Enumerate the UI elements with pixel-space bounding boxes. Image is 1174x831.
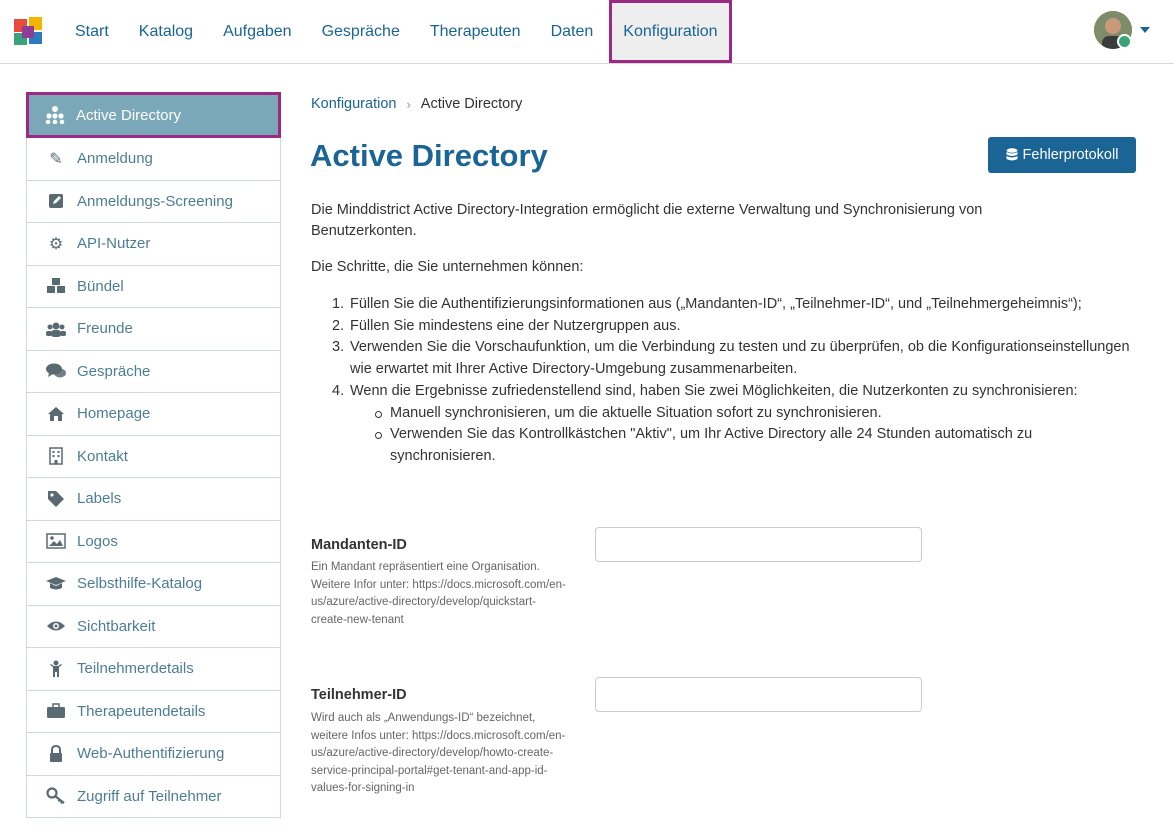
breadcrumb-current: Active Directory [420, 96, 523, 112]
sidebar-item-label: Zugriff auf Teilnehmer [77, 787, 222, 805]
sidebar-item-sichtbarkeit[interactable] [26, 606, 281, 649]
sidebar-item-selbsthilfe-katalog[interactable] [26, 563, 281, 606]
list-item: 1. Füllen Sie die Authentifizierungsinformationen aus („Mandanten-ID“, „Teilnehmer-ID“, und „Teilnehmergeheimnis“); [332, 296, 1082, 312]
sidebar-item-label: Anmeldung [77, 150, 153, 168]
edit-square-icon [45, 192, 67, 210]
page-title: Active Directory [310, 138, 548, 173]
main-nav [60, 0, 732, 63]
home-icon [45, 405, 67, 423]
sidebar-item-label: Selbsthilfe-Katalog [77, 575, 203, 593]
sidebar-item-label: Kontakt [77, 447, 128, 465]
nav-aufgaben[interactable]: Aufgaben [223, 23, 292, 40]
sidebar-item-label: Gespräche [77, 362, 151, 380]
list-item: Verwenden Sie das Kontrollkästchen "Aktiv", um Ihr Active Directory alle 24 Stunden automatisch zu synchronisieren. [390, 424, 1130, 467]
database-icon [1006, 148, 1018, 162]
sidebar-item-label: Web-Authentifizierung [77, 745, 225, 763]
client-id-label: Teilnehmer-ID [311, 687, 407, 703]
config-sidebar [26, 92, 281, 818]
list-item: Manuell synchronisieren, um die aktuelle Situation sofort zu synchronisieren. [390, 403, 1130, 425]
key-icon [45, 787, 67, 805]
comments-icon [45, 362, 67, 380]
graduation-cap-icon [45, 575, 67, 593]
sidebar-item-gespraeche[interactable] [26, 351, 281, 394]
breadcrumb-link-konfiguration[interactable]: Konfiguration [311, 96, 397, 112]
tag-icon [45, 490, 67, 508]
list-item: 2. Füllen Sie mindestens eine der Nutzergruppen aus. [332, 317, 681, 334]
sidebar-item-active-directory[interactable] [26, 92, 281, 138]
top-navbar [0, 0, 1174, 64]
sidebar-item-label: Logos [77, 532, 118, 550]
client-id-input[interactable] [595, 677, 922, 712]
sidebar-item-labels[interactable] [26, 478, 281, 521]
sidebar-item-label: Freunde [77, 320, 133, 338]
tenant-id-label: Mandanten-ID [311, 537, 407, 553]
eye-badge-icon [1117, 34, 1132, 49]
breadcrumb-separator-icon: › [406, 96, 411, 112]
pencil-icon: ✎ [49, 150, 63, 168]
nav-daten[interactable]: Daten [550, 23, 594, 40]
sidebar-item-label: Active Directory [76, 106, 182, 124]
chevron-down-icon[interactable] [1140, 27, 1150, 33]
sidebar-item-anmeldungs-screening[interactable] [26, 181, 281, 224]
users-icon [45, 320, 67, 338]
sidebar-item-therapeutendetails[interactable] [26, 691, 281, 734]
client-id-help: Wird auch als „Anwendungs-ID“ bezeichnet, weitere Infos unter: https://docs.microsoft.com/en-us/azure/active-directory/develop/howto-create-service-principal-portal#get-tenant-and-app-id-values-for-signing-in [311, 712, 566, 794]
sidebar-item-teilnehmerdetails[interactable] [26, 648, 281, 691]
error-log-button[interactable] [988, 137, 1136, 173]
briefcase-icon [45, 702, 67, 720]
cogs-icon: ⚙ [48, 235, 64, 253]
list-item: 4. Wenn die Ergebnisse zufriedenstellend sind, haben Sie zwei Möglichkeiten, die Nutzerkonten zu synchronisieren: Manuell synchronisieren, um die aktuelle Situation sofort zu synchronisieren. Verwenden Sie das Kontrollkästchen "Aktiv", um Ihr Active Directory alle 24 Stunden automatisch zu synchronisieren. [350, 381, 1130, 468]
cubes-icon [45, 277, 67, 295]
sidebar-item-freunde[interactable] [26, 308, 281, 351]
list-item: 3. Verwenden Sie die Vorschaufunktion, um die Verbindung zu testen und zu überprüfen, ob die Konfigurationseinstellungen wie erwartet mit Ihrer Active Directory-Umgebung zusammenarbeiten. [332, 339, 1130, 378]
sidebar-item-label: Therapeutendetails [77, 702, 206, 720]
sidebar-item-logos[interactable] [26, 521, 281, 564]
steps-intro-text: Die Schritte, die Sie unternehmen können: [311, 259, 584, 275]
nav-therapeuten[interactable]: Therapeuten [429, 23, 521, 40]
sidebar-item-buendel[interactable] [26, 266, 281, 309]
image-icon [45, 532, 67, 550]
app-logo-icon[interactable] [14, 17, 44, 47]
sidebar-item-kontakt[interactable] [26, 436, 281, 479]
sidebar-item-label: Anmeldungs-Screening [77, 192, 233, 210]
sidebar-item-homepage[interactable] [26, 393, 281, 436]
substeps-list [390, 403, 1130, 468]
sidebar-item-label: Sichtbarkeit [77, 617, 156, 635]
breadcrumb [311, 96, 522, 112]
sidebar-item-api-nutzer[interactable] [26, 223, 281, 266]
sidebar-item-zugriff-auf-teilnehmer[interactable] [26, 776, 281, 819]
sidebar-item-anmeldung[interactable] [26, 138, 281, 181]
eye-icon [45, 617, 67, 635]
sidebar-item-label: Bündel [77, 277, 124, 295]
sidebar-item-web-authentifizierung[interactable] [26, 733, 281, 776]
sidebar-item-label: API-Nutzer [77, 235, 151, 253]
nav-start[interactable]: Start [75, 23, 109, 40]
steps-list [332, 294, 1130, 468]
error-log-label: Fehlerprotokoll [1022, 147, 1119, 163]
intro-text: Die Minddistrict Active Directory-Integration ermöglicht die externe Verwaltung und Synchronisierung von Benutzerkonten. [311, 202, 983, 239]
sidebar-item-label: Teilnehmerdetails [77, 660, 194, 678]
child-icon [45, 660, 67, 678]
tenant-id-input[interactable] [595, 527, 922, 562]
sidebar-item-label: Labels [77, 490, 122, 508]
lock-icon [45, 745, 67, 763]
nav-konfiguration[interactable]: Konfiguration [609, 0, 731, 63]
nav-katalog[interactable]: Katalog [138, 23, 194, 40]
building-icon [45, 447, 67, 465]
sitemap-icon [44, 106, 66, 124]
nav-gespraeche[interactable]: Gespräche [321, 23, 400, 40]
sidebar-item-label: Homepage [77, 405, 151, 423]
tenant-id-help: Ein Mandant repräsentiert eine Organisation. Weitere Infor unter: https://docs.microsoft.com/en-us/azure/active-directory/develop/quickstart-create-new-tenant [311, 561, 566, 626]
